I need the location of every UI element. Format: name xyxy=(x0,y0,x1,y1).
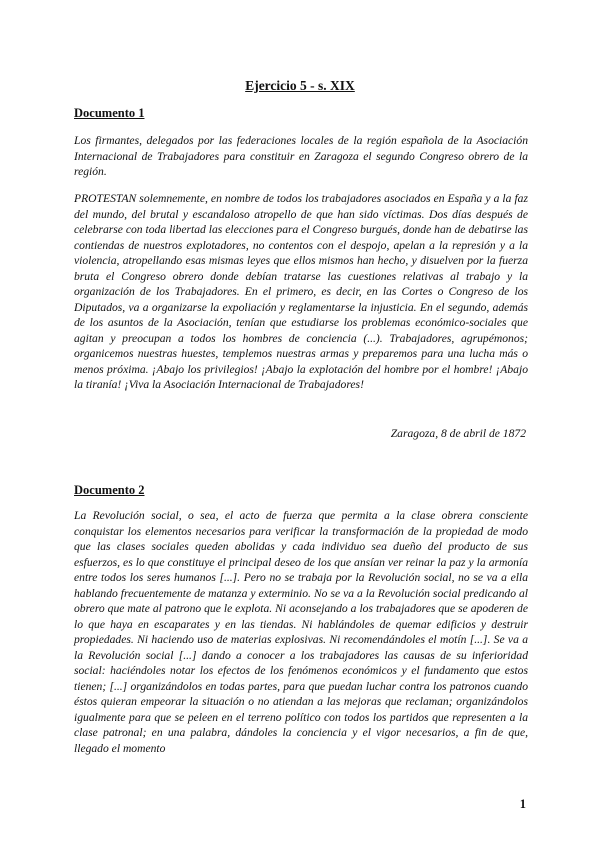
document-2-paragraph: La Revolución social, o sea, el acto de fuerza que permita a la clase obrera consciente conquistar los elementos necesarios para verificar la transformación de la propiedad de modo que las clases sociales queden abolidas y cada individuo sea dueño del producto de sus esfuerzos, es lo que constituye el principal deseo de los que ansían ver reinar la paz y la armonía entre todos los seres humanos [...]. Pero no se trabaja por la Revolución social, no se va a ella hablando frecuentemente de matanza y exterminio. No se va a la Revolución social predicando al obrero que mate al patrono que le explota. Ni aconsejando a los trabajadores que se apoderen de lo que haya en escaparates y en las tiendas. Ni hablándoles de quemar edificios y destruir propiedades. Ni haciendo uso de materias explosivas. Ni recomendándoles el motín [...]. Se va a la Revolución social [...] dando a conocer a los trabajadores las causas de su inferioridad social: haciéndoles notar los efectos de los fenómenos económicos y el fundamento que estos tienen; [...] organizándolos en todas partes, para que puedan luchar contra los patronos cuando éstos quieran empeorar la situación o no atiendan a las mejoras que reclaman; organizándolos igualmente para que se peleen en el terreno político con todos los partidos que representen a la clase patronal; en una palabra, dándoles la conciencia y el vigor necesarios, a fin de que, llegado el momento xyxy=(74,509,528,755)
page-number: 1 xyxy=(519,797,526,811)
document-1-paragraph-protest: PROTESTAN solemnemente, en nombre de todos los trabajadores asociados en España y a la faz del mundo, del brutal y escandaloso atropello de que han sido víctimas. Dos días después de celebrarse con toda libertad las elecciones para el Congreso burgués, donde han de debatirse las contiendas de nuestros explotadores, no contentos con el despojo, apelan a la represión y a la violencia, atropellando esas mismas leyes que ellos mismos han hecho, y disuelven por la fuerza bruta el Congreso obrero donde debían tratarse las cuestiones relativas al trabajo y la organización de los Trabajadores. En el primero, es decir, en las Cortes o Congreso de los Diputados, va a organizarse la expoliación y reglamentarse la injusticia. En el segundo, además de los asuntos de la Asociación, tenían que estudiarse los problemas económico-sociales que agitan y preocupan a todos los hombres de conciencia (...). Trabajadores, agrupémonos; organicemos nuestras huestes, templemos nuestras armas y preparemos para una lucha más o menos próxima. ¡Abajo los privilegios! ¡Abajo la explotación del hombre por el hombre! ¡Abajo la tiranía! ¡Viva la Asociación Internacional de Trabajadores! xyxy=(74,192,528,391)
document-1-heading: Documento 1 xyxy=(74,106,145,120)
page-title: Ejercicio 5 - s. XIX xyxy=(245,78,355,93)
document-1-signature: Zaragoza, 8 de abril de 1872 xyxy=(390,427,526,440)
document-1-paragraph-intro: Los firmantes, delegados por las federaciones locales de la región española de la Asociación Internacional de Trabajadores para constituir en Zaragoza el segundo Congreso obrero de la región. xyxy=(74,134,528,178)
document-2-heading: Documento 2 xyxy=(74,483,145,497)
